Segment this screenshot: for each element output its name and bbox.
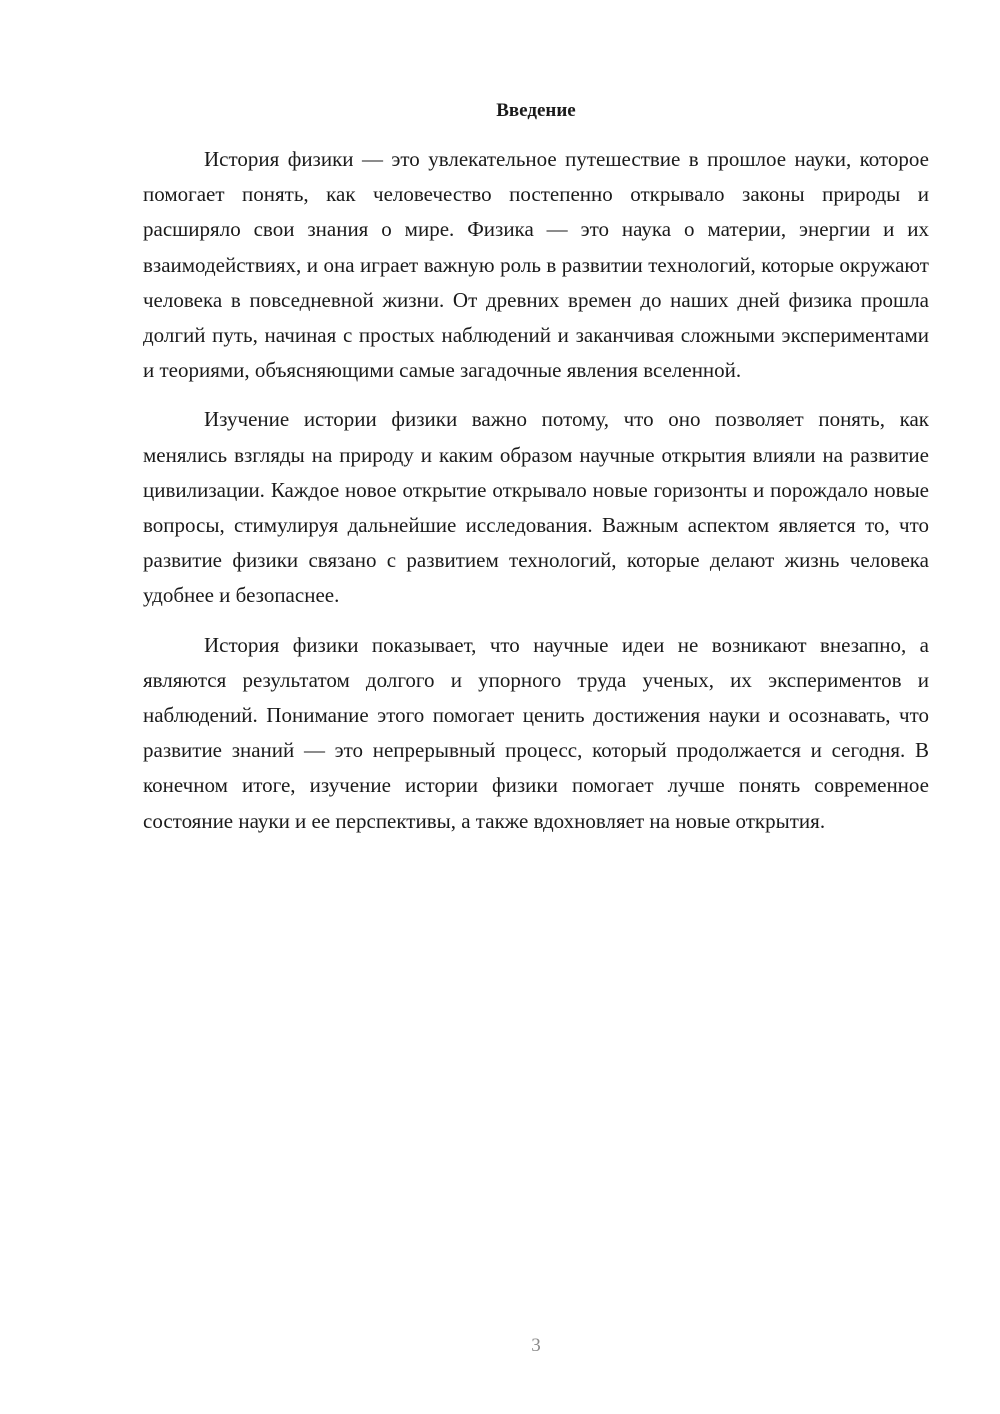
section-heading: Введение bbox=[496, 100, 576, 121]
body-text bbox=[143, 142, 929, 839]
paragraph: История физики — это увлекательное путешествие в прошлое науки, которое помогает понять, как человечество постепенно открывало законы природы и расширяло свои знания о мире. Физика — это наука о материи, энергии и их взаимодействиях, и она играет важную роль в развитии технологий, которые окружают человека в повседневной жизни. От древних времен до наших дней физика прошла долгий путь, начиная с простых наблюдений и заканчивая сложными экспериментами и теориями, объясняющими самые загадочные явления вселенной. bbox=[143, 147, 929, 383]
paragraph: История физики показывает, что научные идеи не возникают внезапно, а являются результатом долгого и упорного труда ученых, их экспериментов и наблюдений. Понимание этого помогает ценить достижения науки и осознавать, что развитие знаний — это непрерывный процесс, который продолжается и сегодня. В конечном итоге, изучение истории физики помогает лучше понять современное состояние науки и ее перспективы, а также вдохновляет на новые открытия. bbox=[143, 632, 929, 833]
paragraph: Изучение истории физики важно потому, что оно позволяет понять, как менялись взгляды на природу и каким образом научные открытия влияли на развитие цивилизации. Каждое новое открытие открывало новые горизонты и порождало новые вопросы, стимулируя дальнейшие исследования. Важным аспектом является то, что развитие физики связано с развитием технологий, которые делают жизнь человека удобнее и безопаснее. bbox=[143, 407, 929, 608]
page-number: 3 bbox=[531, 1335, 541, 1356]
